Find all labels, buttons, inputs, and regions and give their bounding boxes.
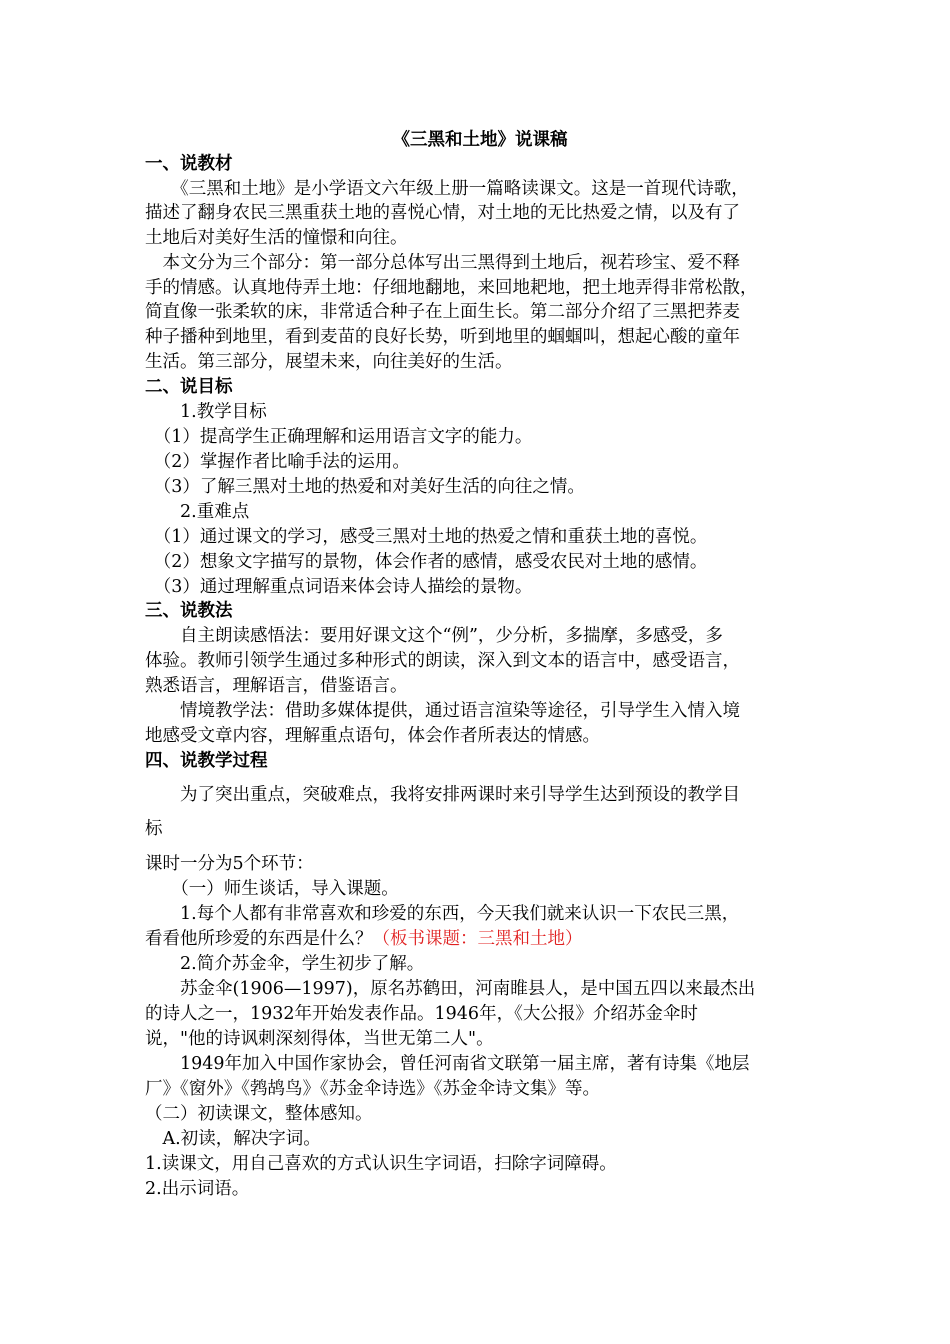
paragraph-line: 《三黑和土地》是小学语文六年级上册一篇略读课文。这是一首现代诗歌， xyxy=(145,179,749,199)
paragraph-line: 的诗人之一，1932年开始发表作品。1946年，《大公报》介绍苏金伞时 xyxy=(145,1004,698,1024)
paragraph-line: （二）初读课文，整体感知。 xyxy=(145,1104,373,1124)
paragraph-line: 熟悉语言，理解语言，借鉴语言。 xyxy=(145,676,408,696)
paragraph-line: 体验。教师引领学生通过多种形式的朗读，深入到文本的语言中，感受语言， xyxy=(145,651,740,671)
paragraph-line: 2.出示词语。 xyxy=(145,1179,250,1199)
document-title: 《三黑和土地》说课稿 xyxy=(392,130,568,150)
paragraph-line: 2.重难点 xyxy=(145,502,250,522)
paragraph-line: 标 xyxy=(145,819,163,839)
section-heading: 三、说教法 xyxy=(145,601,233,621)
section-heading: 二、说目标 xyxy=(145,377,233,397)
paragraph-line: 地感受文章内容，理解重点语句，体会作者所表达的情感。 xyxy=(145,726,600,746)
paragraph-line: （一）师生谈话，导入课题。 xyxy=(145,879,399,899)
list-item: （1）提高学生正确理解和运用语言文字的能力。 xyxy=(145,427,533,447)
section-heading: 四、说教学过程 xyxy=(145,751,268,771)
paragraph-line: 1.每个人都有非常喜欢和珍爱的东西，今天我们就来认识一下农民三黑， xyxy=(145,904,740,924)
paragraph-line: 厂》《窗外》《鹁鸪鸟》《苏金伞诗选》《苏金伞诗文集》等。 xyxy=(145,1079,600,1099)
paragraph-line: 1.教学目标 xyxy=(145,402,267,422)
paragraph-line: 自主朗读感悟法：要用好课文这个“例”，少分析，多揣摩，多感受，多 xyxy=(145,626,723,646)
paragraph-line: 苏金伞(1906—1997)，原名苏鹤田，河南睢县人，是中国五四以来最杰出 xyxy=(145,979,756,999)
paragraph-line: 土地后对美好生活的憧憬和向往。 xyxy=(145,228,408,248)
paragraph-line: 说，"他的诗讽刺深刻得体，当世无第二人"。 xyxy=(145,1029,494,1049)
paragraph-line: 2.简介苏金伞，学生初步了解。 xyxy=(145,954,425,974)
paragraph-line: 为了突出重点，突破难点，我将安排两课时来引导学生达到预设的教学目 xyxy=(145,785,740,805)
paragraph-line: 课时一分为5个环节： xyxy=(145,854,314,874)
paragraph-line: 简直像一张柔软的床，非常适合种子在上面生长。第二部分介绍了三黑把荞麦 xyxy=(145,302,740,322)
list-item: （2）想象文字描写的景物，体会作者的感情，感受农民对土地的感情。 xyxy=(145,552,708,572)
paragraph-line: 本文分为三个部分：第一部分总体写出三黑得到土地后，视若珍宝、爱不释 xyxy=(145,253,740,273)
list-item: （1）通过课文的学习，感受三黑对土地的热爱之情和重获土地的喜悦。 xyxy=(145,527,708,547)
list-item: （3）了解三黑对土地的热爱和对美好生活的向往之情。 xyxy=(145,477,585,497)
paragraph-line: 1949年加入中国作家协会，曾任河南省文联第一届主席，著有诗集《地层 xyxy=(145,1054,750,1074)
paragraph-line: A.初读，解决字词。 xyxy=(145,1129,321,1149)
list-item: （2）掌握作者比喻手法的运用。 xyxy=(145,452,410,472)
paragraph-line: 情境教学法：借助多媒体提供，通过语言渲染等途径，引导学生入情入境 xyxy=(145,701,740,721)
paragraph-line xyxy=(145,927,815,951)
paragraph-text: 看看他所珍爱的东西是什么？ xyxy=(145,929,373,949)
paragraph-line: 描述了翻身农民三黑重获土地的喜悦心情，对土地的无比热爱之情，以及有了 xyxy=(145,203,740,223)
paragraph-line: 生活。第三部分，展望未来，向往美好的生活。 xyxy=(145,352,513,372)
paragraph-line: 1.读课文，用自己喜欢的方式认识生字词语，扫除字词障碍。 xyxy=(145,1154,617,1174)
list-item: （3）通过理解重点词语来体会诗人描绘的景物。 xyxy=(145,577,533,597)
board-note: （板书课题：三黑和土地） xyxy=(372,929,583,949)
section-heading: 一、说教材 xyxy=(145,154,233,174)
paragraph-line: 手的情感。认真地侍弄土地：仔细地翻地，来回地耙地，把土地弄得非常松散， xyxy=(145,278,758,298)
paragraph-line: 种子播种到地里，看到麦苗的良好长势，听到地里的蝈蝈叫，想起心酸的童年 xyxy=(145,327,740,347)
